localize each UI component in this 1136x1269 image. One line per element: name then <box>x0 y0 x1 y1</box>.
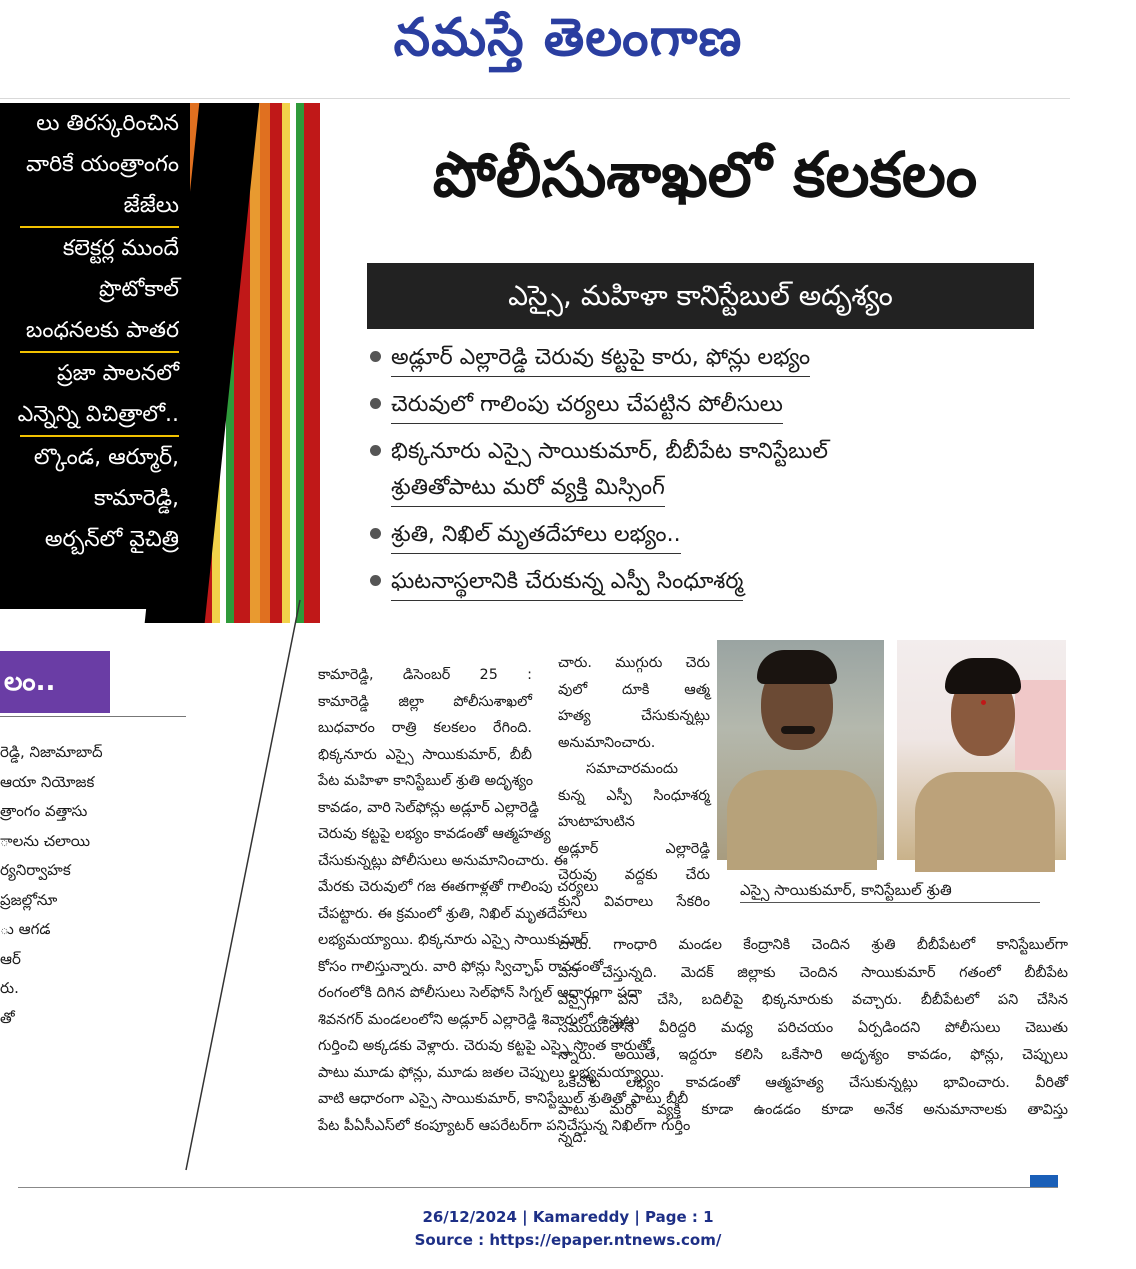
article-line: వాటి ఆధారంగా ఎస్సై సాయికుమార్, కానిస్టేబుల్ శ్రుతితో పాటు బీబీ <box>318 1091 689 1107</box>
article-line: సమయంలోనే వీరిద్దరి మధ్య పరిచయం ఏర్పడిందని పోలీసులు చెబుతు <box>558 1019 1068 1036</box>
footer-date-line: 26/12/2024 | Kamareddy | Page : 1 <box>422 1208 714 1226</box>
bullet-text: ఘటనాస్థలానికి చేరుకున్న ఎస్పీ సింధూశర్మ <box>391 564 743 601</box>
bullet-dot-icon <box>370 528 381 539</box>
article-column-3 <box>558 932 1068 1152</box>
left-subhead: లం.. <box>0 651 110 713</box>
article-line: పేట పీఏసీఎస్‌లో కంప్యూటర్ ఆపరేటర్‌గా పనిచేస్తున్న నిఖిల్‌గా గుర్తిం <box>318 1117 691 1134</box>
article-line: కామారెడ్డి, డిసెంబర్ 25 : <box>318 667 532 683</box>
article-line: కున్న ఎస్పీ సింధూశర్మ <box>558 787 710 804</box>
headline: పోలీసుశాఖలో కలకలం <box>432 138 978 211</box>
article-line: న్నది. <box>558 1129 588 1146</box>
article-line: కుని వివరాలు సేకరిం <box>558 893 710 910</box>
left-col-line: ఆయా నియోజక <box>0 772 95 791</box>
bullet-text: శ్రుతితోపాటు మరో వ్యక్తి మిస్సింగ్ <box>391 470 665 507</box>
left-col-line: రు. <box>0 979 19 997</box>
bullet-text: చెరువులో గాలింపు చర్యలు చేపట్టిన పోలీసులు <box>391 387 783 424</box>
article-line: ఎస్సైగా పని చేసి, బదిలీపై భిక్కనూరుకు వచ్చారు. బీబీపేటలో పని చేసిన <box>558 992 1068 1008</box>
bullet-item <box>370 564 1060 601</box>
left-line: బంధనలకు పాతర <box>25 318 179 343</box>
uniform-shape <box>915 772 1055 872</box>
article-line: సమాచారమందు <box>586 761 679 777</box>
bullet-text: శ్రుతి, నిఖిల్ మృతదేహాలు లభ్యం.. <box>391 517 681 554</box>
article-line: శివనగర్ మండలంలోని అడ్లూర్ ఎల్లారెడ్డి శివారులో ఉన్నట్లు <box>318 1011 640 1028</box>
article-line: పాటు మరో వ్యక్తి కూడా ఉండడం కూడా అనేక అనుమానాలకు తావిస్తు <box>558 1102 1068 1118</box>
hair-shape <box>945 658 1021 694</box>
left-col-line: తో <box>0 1008 15 1027</box>
article-line: గుర్తించి అక్కడకు వెళ్లారు. చెరువు కట్టపై ఎస్సై సొంత కారుతో <box>318 1038 651 1054</box>
left-story-lines <box>0 103 185 560</box>
article-line: హత్య చేసుకున్నట్లు <box>558 708 710 724</box>
article-line: ఒకేచోట లభ్యం కావడంతో ఆత్మహత్య చేసుకున్నట్లు భావించారు. వీరితో <box>558 1074 1068 1091</box>
article-line: చెరువు కట్టపై లభ్యం కావడంతో ఆత్మహత్య <box>318 826 551 842</box>
left-subhead-rule <box>0 716 186 717</box>
bullet-item <box>370 340 1060 377</box>
bullet-dot-icon <box>370 351 381 362</box>
article-line: న్నారు. అయితే, ఇద్దరూ కలిసి ఒకేసారి అదృశ్యం కావడం, ఫోన్లు, చెప్పులు <box>558 1047 1068 1063</box>
footer-source-link[interactable]: Source : https://epaper.ntnews.com/ <box>414 1231 722 1249</box>
page-end-marker <box>1030 1175 1058 1187</box>
hair-shape <box>757 650 837 684</box>
left-col-line: ర్యనిర్వాహక <box>0 861 71 879</box>
left-story-panel <box>0 103 300 609</box>
article-line: లభ్యమయ్యాయి. భిక్కనూరు ఎస్సై సాయికుమార్ <box>318 932 589 948</box>
article-line: వులో దూకి ఆత్మ <box>558 681 710 698</box>
left-line: ప్రొటోకాల్ <box>98 277 179 302</box>
bullet-item <box>370 517 1060 554</box>
bullet-dot-icon <box>370 398 381 409</box>
photo-caption: ఎస్సై సాయికుమార్, కానిస్టేబుల్ శ్రుతి <box>740 878 1040 903</box>
left-line: జేజేలు <box>123 193 179 218</box>
footer <box>0 1206 1136 1252</box>
left-col-line: ఆర్ <box>0 949 21 968</box>
article-line: మేరకు చెరువులో గజ ఈతగాళ్లతో గాలింపు చర్యలు <box>318 879 599 895</box>
article-line: చేపట్టారు. ఈ క్రమంలో శ్రుతి, నిఖిల్ మృతదేహాలు <box>318 905 588 922</box>
left-col-line: ాలను చలాయి <box>0 831 91 850</box>
article-line: భిక్కనూరు ఎస్సై సాయికుమార్, బీబీ <box>318 746 532 763</box>
bullet-dot-icon <box>370 575 381 586</box>
photo-sai-kumar <box>717 640 884 860</box>
left-line: ఎన్నెన్ని విచిత్రాలో.. <box>17 402 179 427</box>
article-line: పని చేస్తున్నది. మెదక్ జిల్లాకు చెందిన సాయికుమార్ గతంలో బీబీపేట <box>558 964 1068 981</box>
bullet-dot-icon <box>370 445 381 456</box>
bullet-text: భిక్కనూరు ఎస్సై సాయికుమార్, బీబీపేట కానిస్టేబుల్ <box>391 439 828 464</box>
article-line: కావడం, వారి సెల్‌ఫోన్లు అడ్లూర్ ఎల్లారెడ్డి <box>318 799 539 816</box>
bullet-item <box>370 434 1060 507</box>
article-line: అనుమానించారు. <box>558 734 656 751</box>
footer-divider <box>18 1187 1058 1188</box>
left-line: ప్రజా పాలనలో <box>56 361 179 386</box>
article-line: అడ్లూర్ ఎల్లారెడ్డి <box>558 840 710 857</box>
left-line: లు తిరస్కరించిన <box>36 111 179 136</box>
left-col-line: రెడ్డి, నిజామాబాద్ <box>0 743 103 761</box>
highlight-bullets <box>370 340 1060 611</box>
moustache-shape <box>781 726 815 734</box>
left-col-line: ు ఆగడ <box>0 920 51 938</box>
bullet-item <box>370 387 1060 424</box>
left-column-text <box>0 738 132 1033</box>
article-line: హుటాహుటిన <box>558 814 635 830</box>
article-line: పేట మహిళా కానిస్టేబుల్ శ్రుతి అదృశ్యం <box>318 773 533 789</box>
article-line: పాటు మూడు ఫోన్లు, మూడు జతల చెప్పులు లభ్యమయ్యాయి. <box>318 1064 665 1081</box>
left-line: అర్బన్‌లో వైచిత్రి <box>44 527 179 552</box>
left-col-line: ప్రజల్లోనూ <box>0 890 58 909</box>
article-line: కామారెడ్డి జిల్లా పోలీసుశాఖలో <box>318 693 532 710</box>
article-line: బుధవారం రాత్రి కలకలం రేగింది. <box>318 720 532 736</box>
article-line: చారు. ముగ్గురు చెరు <box>558 655 710 671</box>
article-line: రంగంలోకి దిగిన పోలీసులు సెల్‌ఫోన్ సిగ్నల్ ఆధారంగా సదా <box>318 985 643 1001</box>
left-line: కామారెడ్డి, <box>93 486 179 511</box>
top-divider <box>0 98 1070 99</box>
masthead-logo: నమస్తే తెలంగాణ <box>393 8 743 68</box>
article-line: చేసుకున్నట్లు పోలీసులు అనుమానించారు. ఈ <box>318 852 568 869</box>
article-line: చారు. గాంధారి మండల కేంద్రానికి చెందిన శ్రుతి బీబీపేటలో కానిస్టేబుల్‌గా <box>558 937 1068 953</box>
left-line: ల్కొండ, ఆర్మూర్, <box>33 445 179 470</box>
left-col-line: త్రాంగం వత్తాసు <box>0 802 88 820</box>
article-column-2 <box>558 650 710 915</box>
bullet-text: అడ్లూర్ ఎల్లారెడ్డి చెరువు కట్టపై కారు, ఫోన్లు లభ్యం <box>391 340 810 377</box>
uniform-shape <box>727 770 877 870</box>
subheadline: ఎస్సై, మహిళా కానిస్టేబుల్ అదృశ్యం <box>367 263 1034 329</box>
left-line: వారికే యంత్రాంగం <box>26 152 179 177</box>
photo-shruti <box>897 640 1066 860</box>
article-line: కోసం గాలిస్తున్నారు. వారి ఫోన్లు స్విచ్ఛాఫ్ రావడంతో <box>318 958 604 975</box>
article-line: చెరువు వద్దకు చేరు <box>558 867 710 883</box>
left-line: కలెక్టర్ల ముందే <box>62 236 179 261</box>
